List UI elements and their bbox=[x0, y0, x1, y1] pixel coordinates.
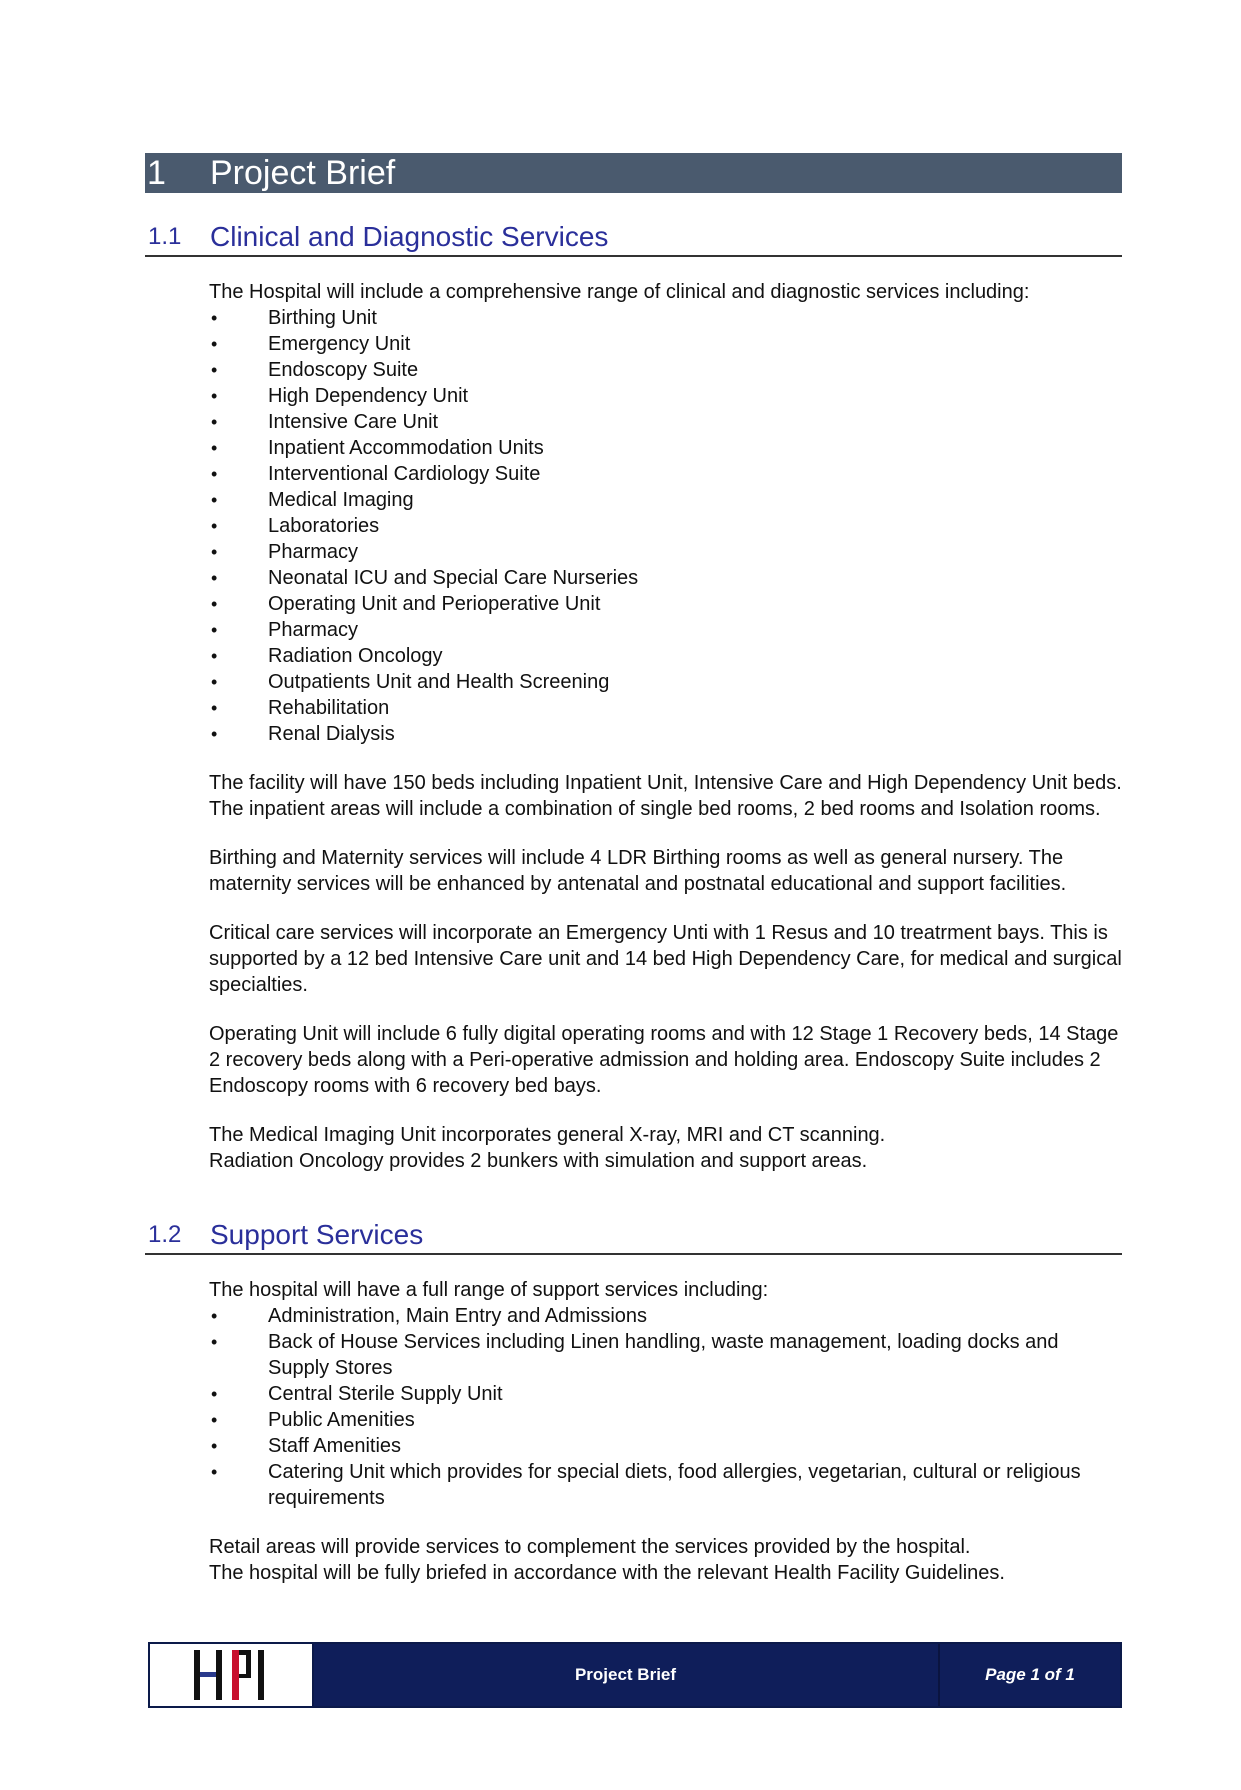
chapter-number: 1 bbox=[147, 154, 166, 192]
section-title: Support Services bbox=[210, 1219, 424, 1250]
list-item-text: Pharmacy bbox=[268, 541, 359, 563]
list-item-text: Endoscopy Suite bbox=[268, 359, 419, 381]
bullet-icon: • bbox=[211, 490, 218, 510]
list-item bbox=[209, 591, 1124, 617]
closing-line: The Medical Imaging Unit incorporates general X-ray, MRI and CT scanning. bbox=[209, 1124, 886, 1146]
list-item bbox=[209, 1381, 1124, 1407]
list-item-text: Public Amenities bbox=[268, 1409, 415, 1431]
bullet-icon: • bbox=[211, 542, 218, 562]
bullet-icon: • bbox=[211, 1436, 218, 1456]
list-item bbox=[209, 409, 1124, 435]
list-item-text: Operating Unit and Perioperative Unit bbox=[268, 593, 601, 615]
list-item-text: Rehabilitation bbox=[268, 697, 390, 719]
list-item-text: Medical Imaging bbox=[268, 489, 414, 511]
bullet-icon: • bbox=[211, 438, 218, 458]
body-paragraph: Critical care services will incorporate an Emergency Unti with 1 Resus and 10 treatrment bays. This is supported by a 12 bed Intensive Care unit and 14 bed High Dependency Care, for medical and surgical specialties. bbox=[209, 922, 1122, 996]
bullet-icon: • bbox=[211, 1384, 218, 1404]
bullet-icon: • bbox=[211, 516, 218, 536]
bullet-icon: • bbox=[211, 568, 218, 588]
list-item bbox=[209, 617, 1124, 643]
chapter-title: Project Brief bbox=[210, 154, 396, 192]
list-item-text: Central Sterile Supply Unit bbox=[268, 1383, 503, 1405]
list-item-text: Interventional Cardiology Suite bbox=[268, 463, 541, 485]
list-item-text: Emergency Unit bbox=[268, 333, 411, 355]
list-item bbox=[209, 1303, 1124, 1329]
hpi-logo-icon bbox=[150, 1644, 312, 1706]
list-item-text: Intensive Care Unit bbox=[268, 411, 439, 433]
list-item-text: Neonatal ICU and Special Care Nurseries bbox=[268, 567, 639, 589]
list-item bbox=[209, 669, 1124, 695]
bullet-icon: • bbox=[211, 672, 218, 692]
page-footer bbox=[148, 1642, 1122, 1708]
bullet-icon: • bbox=[211, 620, 218, 640]
footer-title: Project Brief bbox=[574, 1665, 677, 1684]
list-item-text: Back of House Services including Linen handling, waste management, loading docks and Supply Stores bbox=[268, 1331, 1059, 1379]
list-item-text: Administration, Main Entry and Admissions bbox=[268, 1305, 648, 1327]
list-item-text: Outpatients Unit and Health Screening bbox=[268, 671, 610, 693]
list-item bbox=[209, 305, 1124, 331]
closing-line: Retail areas will provide services to complement the services provided by the hospital. bbox=[209, 1536, 971, 1558]
closing-line: Radiation Oncology provides 2 bunkers with simulation and support areas. bbox=[209, 1150, 868, 1172]
list-item bbox=[209, 357, 1124, 383]
list-item-text: Staff Amenities bbox=[268, 1435, 402, 1457]
bullet-icon: • bbox=[211, 698, 218, 718]
closing-paragraph bbox=[209, 1122, 1124, 1174]
list-item bbox=[209, 487, 1124, 513]
bullet-icon: • bbox=[211, 594, 218, 614]
body-paragraph: Operating Unit will include 6 fully digital operating rooms and with 12 Stage 1 Recovery beds, 14 Stage 2 recovery beds along with a Peri-operative admission and holding area. Endoscopy Suite includes 2 Endoscopy rooms with 6 recovery bed bays. bbox=[209, 1023, 1119, 1097]
list-item bbox=[209, 1433, 1124, 1459]
section-1-2-body bbox=[209, 1277, 1124, 1586]
bullet-icon: • bbox=[211, 412, 218, 432]
list-item bbox=[209, 1459, 1124, 1511]
closing-paragraph bbox=[209, 1534, 1124, 1586]
support-services-list bbox=[209, 1303, 1124, 1511]
list-item bbox=[209, 1407, 1124, 1433]
bullet-icon: • bbox=[211, 724, 218, 744]
list-item bbox=[209, 435, 1124, 461]
page-number: Page 1 of 1 bbox=[985, 1665, 1075, 1684]
list-item bbox=[209, 721, 1124, 747]
bullet-icon: • bbox=[211, 360, 218, 380]
section-title: Clinical and Diagnostic Services bbox=[210, 221, 609, 252]
section-intro: The hospital will have a full range of support services including: bbox=[209, 1279, 769, 1301]
section-paragraphs bbox=[209, 770, 1124, 1099]
bullet-icon: • bbox=[211, 464, 218, 484]
list-item-text: High Dependency Unit bbox=[268, 385, 469, 407]
body-paragraph: The facility will have 150 beds including Inpatient Unit, Intensive Care and High Dependency Unit beds. The inpatient areas will include a combination of single bed rooms, 2 bed rooms and Isolation rooms. bbox=[209, 772, 1122, 820]
section-number: 1.1 bbox=[148, 223, 182, 250]
list-item-text: Renal Dialysis bbox=[268, 723, 395, 745]
body-paragraph: Birthing and Maternity services will include 4 LDR Birthing rooms as well as general nursery. The maternity services will be enhanced by antenatal and postnatal educational and support facilities. bbox=[209, 847, 1067, 895]
bullet-icon: • bbox=[211, 334, 218, 354]
list-item bbox=[209, 331, 1124, 357]
list-item bbox=[209, 695, 1124, 721]
list-item bbox=[209, 1329, 1124, 1381]
section-number: 1.2 bbox=[148, 1221, 182, 1248]
list-item bbox=[209, 643, 1124, 669]
list-item-text: Catering Unit which provides for special diets, food allergies, vegetarian, cultural or religious requirements bbox=[268, 1461, 1081, 1509]
hpi-logo bbox=[150, 1644, 314, 1706]
section-heading-1-1 bbox=[145, 210, 1122, 257]
bullet-icon: • bbox=[211, 1306, 218, 1326]
list-item-text: Birthing Unit bbox=[268, 307, 377, 329]
list-item-text: Laboratories bbox=[268, 515, 380, 537]
services-list bbox=[209, 305, 1124, 747]
section-intro: The Hospital will include a comprehensive range of clinical and diagnostic services including: bbox=[209, 281, 1030, 303]
list-item-text: Radiation Oncology bbox=[268, 645, 443, 667]
bullet-icon: • bbox=[211, 386, 218, 406]
list-item bbox=[209, 383, 1124, 409]
list-item-text: Inpatient Accommodation Units bbox=[268, 437, 544, 459]
list-item-text: Pharmacy bbox=[268, 619, 359, 641]
section-1-1-body bbox=[209, 279, 1124, 1174]
list-item bbox=[209, 565, 1124, 591]
bullet-icon: • bbox=[211, 1332, 218, 1352]
list-item bbox=[209, 539, 1124, 565]
bullet-icon: • bbox=[211, 646, 218, 666]
section-heading-1-2 bbox=[145, 1208, 1122, 1255]
bullet-icon: • bbox=[211, 1410, 218, 1430]
chapter-heading-bar bbox=[145, 153, 1122, 193]
bullet-icon: • bbox=[211, 1462, 218, 1482]
bullet-icon: • bbox=[211, 308, 218, 328]
list-item bbox=[209, 461, 1124, 487]
list-item bbox=[209, 513, 1124, 539]
closing-line: The hospital will be fully briefed in accordance with the relevant Health Facility Guidelines. bbox=[209, 1562, 1005, 1584]
